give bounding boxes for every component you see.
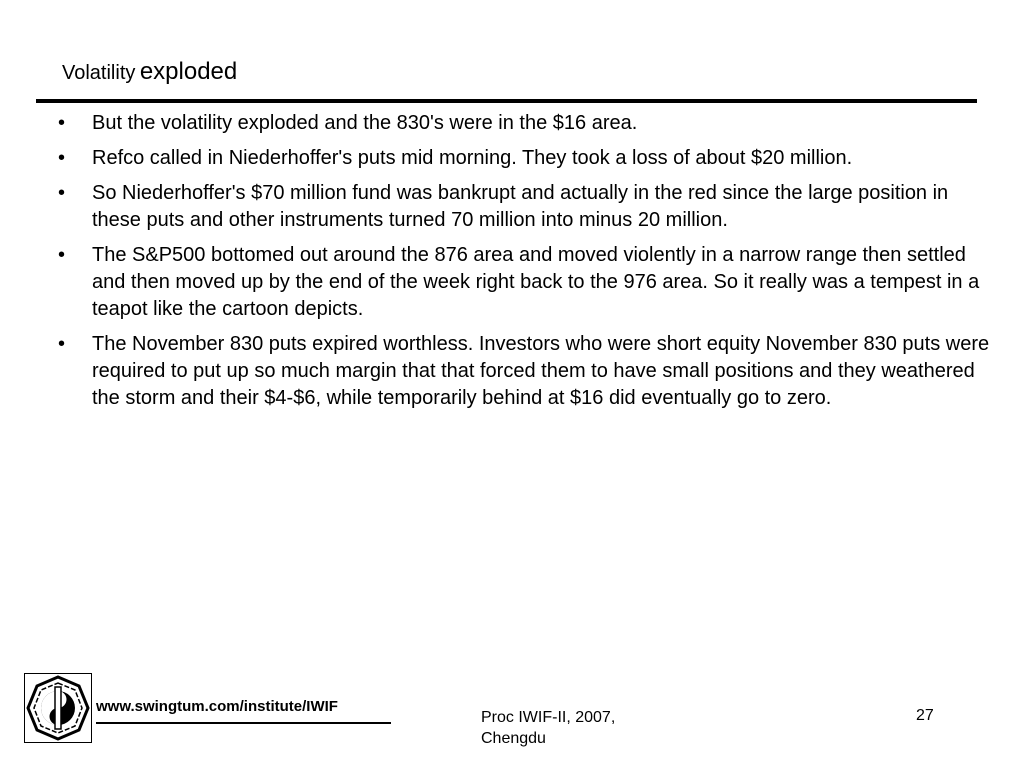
title-divider <box>36 99 977 103</box>
footer-divider <box>96 722 391 724</box>
bullet-item: • Refco called in Niederhoffer's puts mid morning. They took a loss of about $20 million. <box>92 145 992 172</box>
footer-url[interactable]: www.swingtum.com/institute/IWIF <box>96 698 338 715</box>
page-number: 27 <box>916 707 934 724</box>
bullet-item: • So Niederhoffer's $70 million fund was bankrupt and actually in the red since the large position in these puts and other instruments turned 70 million into minus 20 million. <box>92 180 992 234</box>
slide-title-part2: exploded <box>139 58 238 85</box>
bullet-item: • The S&P500 bottomed out around the 876 area and moved violently in a narrow range then settled and then moved up by the end of the week right back to the 976 area. So it really was a tempest in a teapot like the cartoon depicts. <box>92 242 992 323</box>
bullet-item: • But the volatility exploded and the 830's were in the $16 area. <box>92 110 992 137</box>
bullet-item: • The November 830 puts expired worthless. Investors who were short equity November 830 puts were required to put up so much margin that that forced them to have small positions and they weathered the storm and their $4-$6, while temporarily behind at $16 did eventually go to zero. <box>92 331 992 412</box>
footer-proceedings: Proc IWIF-II, 2007, Chengdu <box>481 709 616 747</box>
bullet-list <box>92 110 992 420</box>
slide-title-part1: Volatility <box>62 62 136 84</box>
slide-title <box>62 58 237 86</box>
bagua-s-logo-icon <box>24 673 92 743</box>
